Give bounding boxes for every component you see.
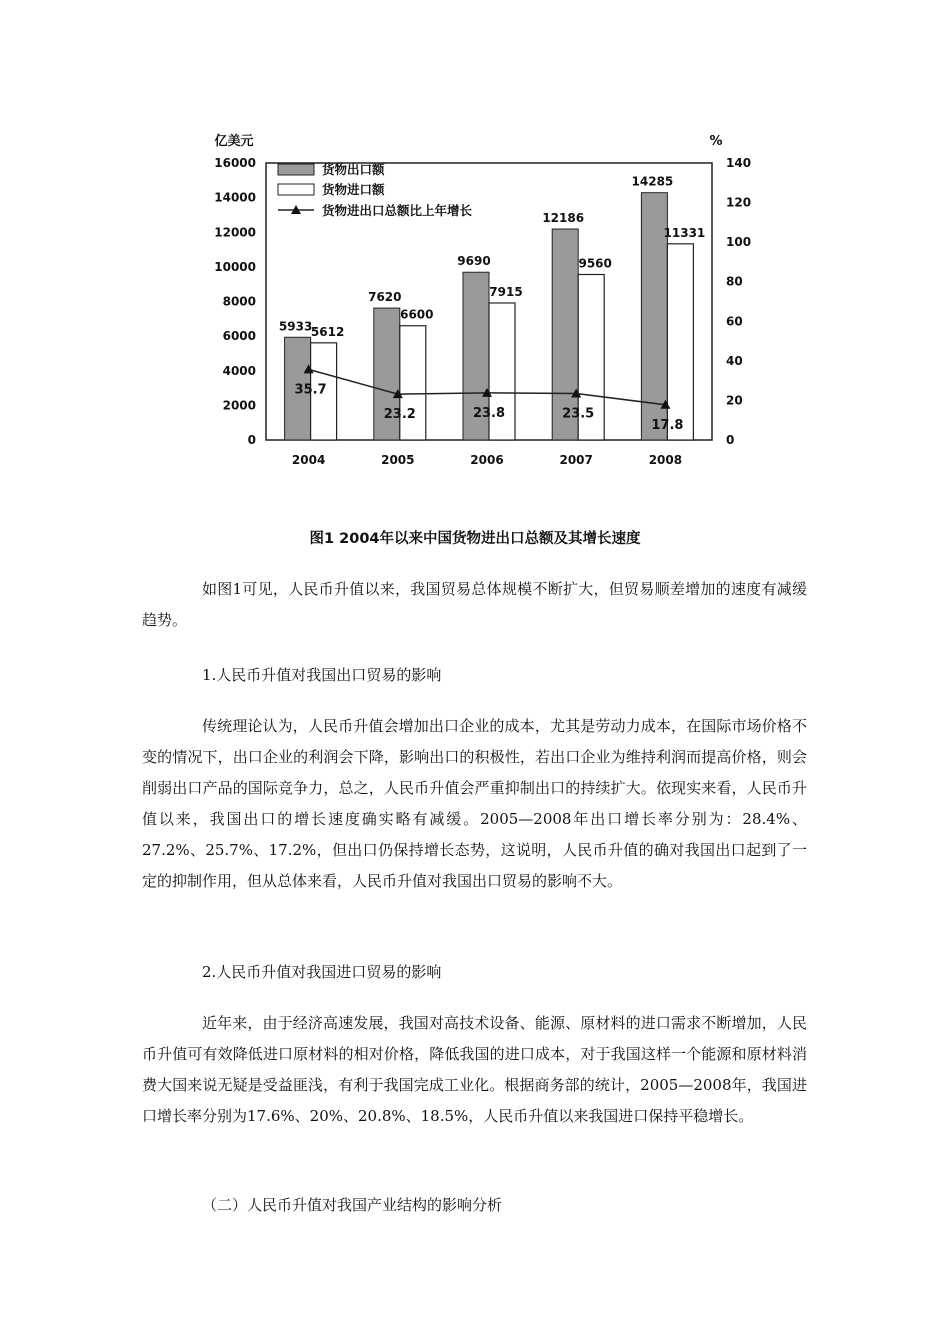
export-value-label: 9690	[457, 254, 491, 269]
figure-caption: 图1 2004年以来中国货物进出口总额及其增长速度	[309, 531, 641, 547]
y-left-tick-label: 0	[247, 433, 256, 447]
import-value-label: 11331	[663, 225, 706, 240]
import-value-label: 9560	[578, 256, 612, 271]
legend-swatch-import	[278, 184, 314, 195]
import-bar	[400, 326, 426, 440]
import-value-label: 6600	[400, 307, 434, 322]
heading-export-impact: 1.人民币升值对我国出口贸易的影响	[202, 666, 442, 684]
x-tick-label: 2004	[291, 453, 326, 467]
legend-label-import: 货物进口额	[322, 182, 385, 197]
y-left-tick-label: 4000	[222, 363, 256, 378]
import-bar	[667, 244, 693, 440]
y-left-unit: 亿美元	[214, 134, 254, 149]
paragraph-export: 传统理论认为，人民币升值会增加出口企业的成本，尤其是劳动力成本，在国际市场价格不变的情况下，出口企业的利润会下降，影响出口的积极性，若出口企业为维持利润而提高价格，则会削弱出口产品的国际竞争力，总之，人民币升值会严重抑制出口的持续扩大。依现实来看，人民币升值以来，我国出口的增长速度确实略有减缓。2005—2008年出口增长率分别为：28.4%、27.2%、25.7%、17.2%，但出口仍保持增长态势，这说明，人民币升值的确对我国出口起到了一定的抑制作用，但从总体来看，人民币升值对我国出口贸易的影响不大。	[142, 717, 807, 890]
x-tick-label: 2006	[470, 453, 504, 467]
export-value-label: 12186	[542, 211, 585, 226]
y-right-tick-label: 0	[726, 433, 735, 447]
y-right-tick-label: 100	[726, 235, 752, 250]
y-right-tick-label: 140	[726, 156, 752, 170]
y-left-tick-label: 6000	[222, 329, 256, 344]
trade-chart	[186, 125, 762, 485]
growth-value-label: 35.7	[294, 382, 327, 398]
y-right-unit: %	[709, 134, 723, 149]
y-right-tick-label: 40	[726, 353, 743, 368]
x-tick-label: 2007	[559, 453, 593, 467]
export-value-label: 7620	[368, 290, 402, 305]
x-tick-label: 2008	[648, 453, 683, 467]
y-right-tick-label: 60	[726, 314, 743, 329]
paragraph-import: 近年来，由于经济高速发展，我国对高技术设备、能源、原材料的进口需求不断增加，人民币升值可有效降低进口原材料的相对价格，降低我国的进口成本，对于我国这样一个能源和原材料消费大国来说无疑是受益匪浅，有利于我国完成工业化。根据商务部的统计，2005—2008年，我国进口增长率分别为17.6%、20%、20.8%、18.5%，人民币升值以来我国进口保持平稳增长。	[142, 1014, 807, 1125]
section-heading-industry: （二）人民币升值对我国产业结构的影响分析	[202, 1196, 503, 1214]
import-value-label: 5612	[310, 324, 345, 339]
legend-swatch-export	[278, 164, 314, 175]
growth-value-label: 17.8	[651, 417, 684, 433]
export-value-label: 5933	[278, 319, 313, 334]
heading-import-impact: 2.人民币升值对我国进口贸易的影响	[202, 963, 442, 981]
export-value-label: 14285	[631, 174, 674, 189]
paragraph-intro: 如图1可见，人民币升值以来，我国贸易总体规模不断扩大，但贸易顺差增加的速度有减缓趋势。	[142, 580, 807, 629]
growth-value-label: 23.2	[383, 407, 416, 423]
x-tick-label: 2005	[381, 453, 415, 467]
y-right-tick-label: 120	[726, 195, 752, 210]
legend-label-export: 货物出口额	[322, 162, 385, 177]
y-left-tick-label: 2000	[222, 398, 256, 413]
y-right-tick-label: 80	[726, 274, 743, 289]
legend-label-growth: 货物进出口总额比上年增长	[322, 203, 473, 218]
y-right-tick-label: 20	[726, 393, 743, 408]
import-value-label: 7915	[489, 284, 523, 299]
y-left-tick-label: 14000	[214, 190, 256, 205]
y-left-tick-label: 16000	[214, 156, 256, 170]
chart-legend	[278, 162, 473, 218]
y-left-tick-label: 8000	[222, 294, 256, 309]
growth-value-label: 23.5	[562, 406, 595, 422]
y-left-tick-label: 10000	[214, 259, 256, 274]
growth-value-label: 23.8	[472, 405, 506, 421]
y-left-tick-label: 12000	[214, 225, 256, 240]
